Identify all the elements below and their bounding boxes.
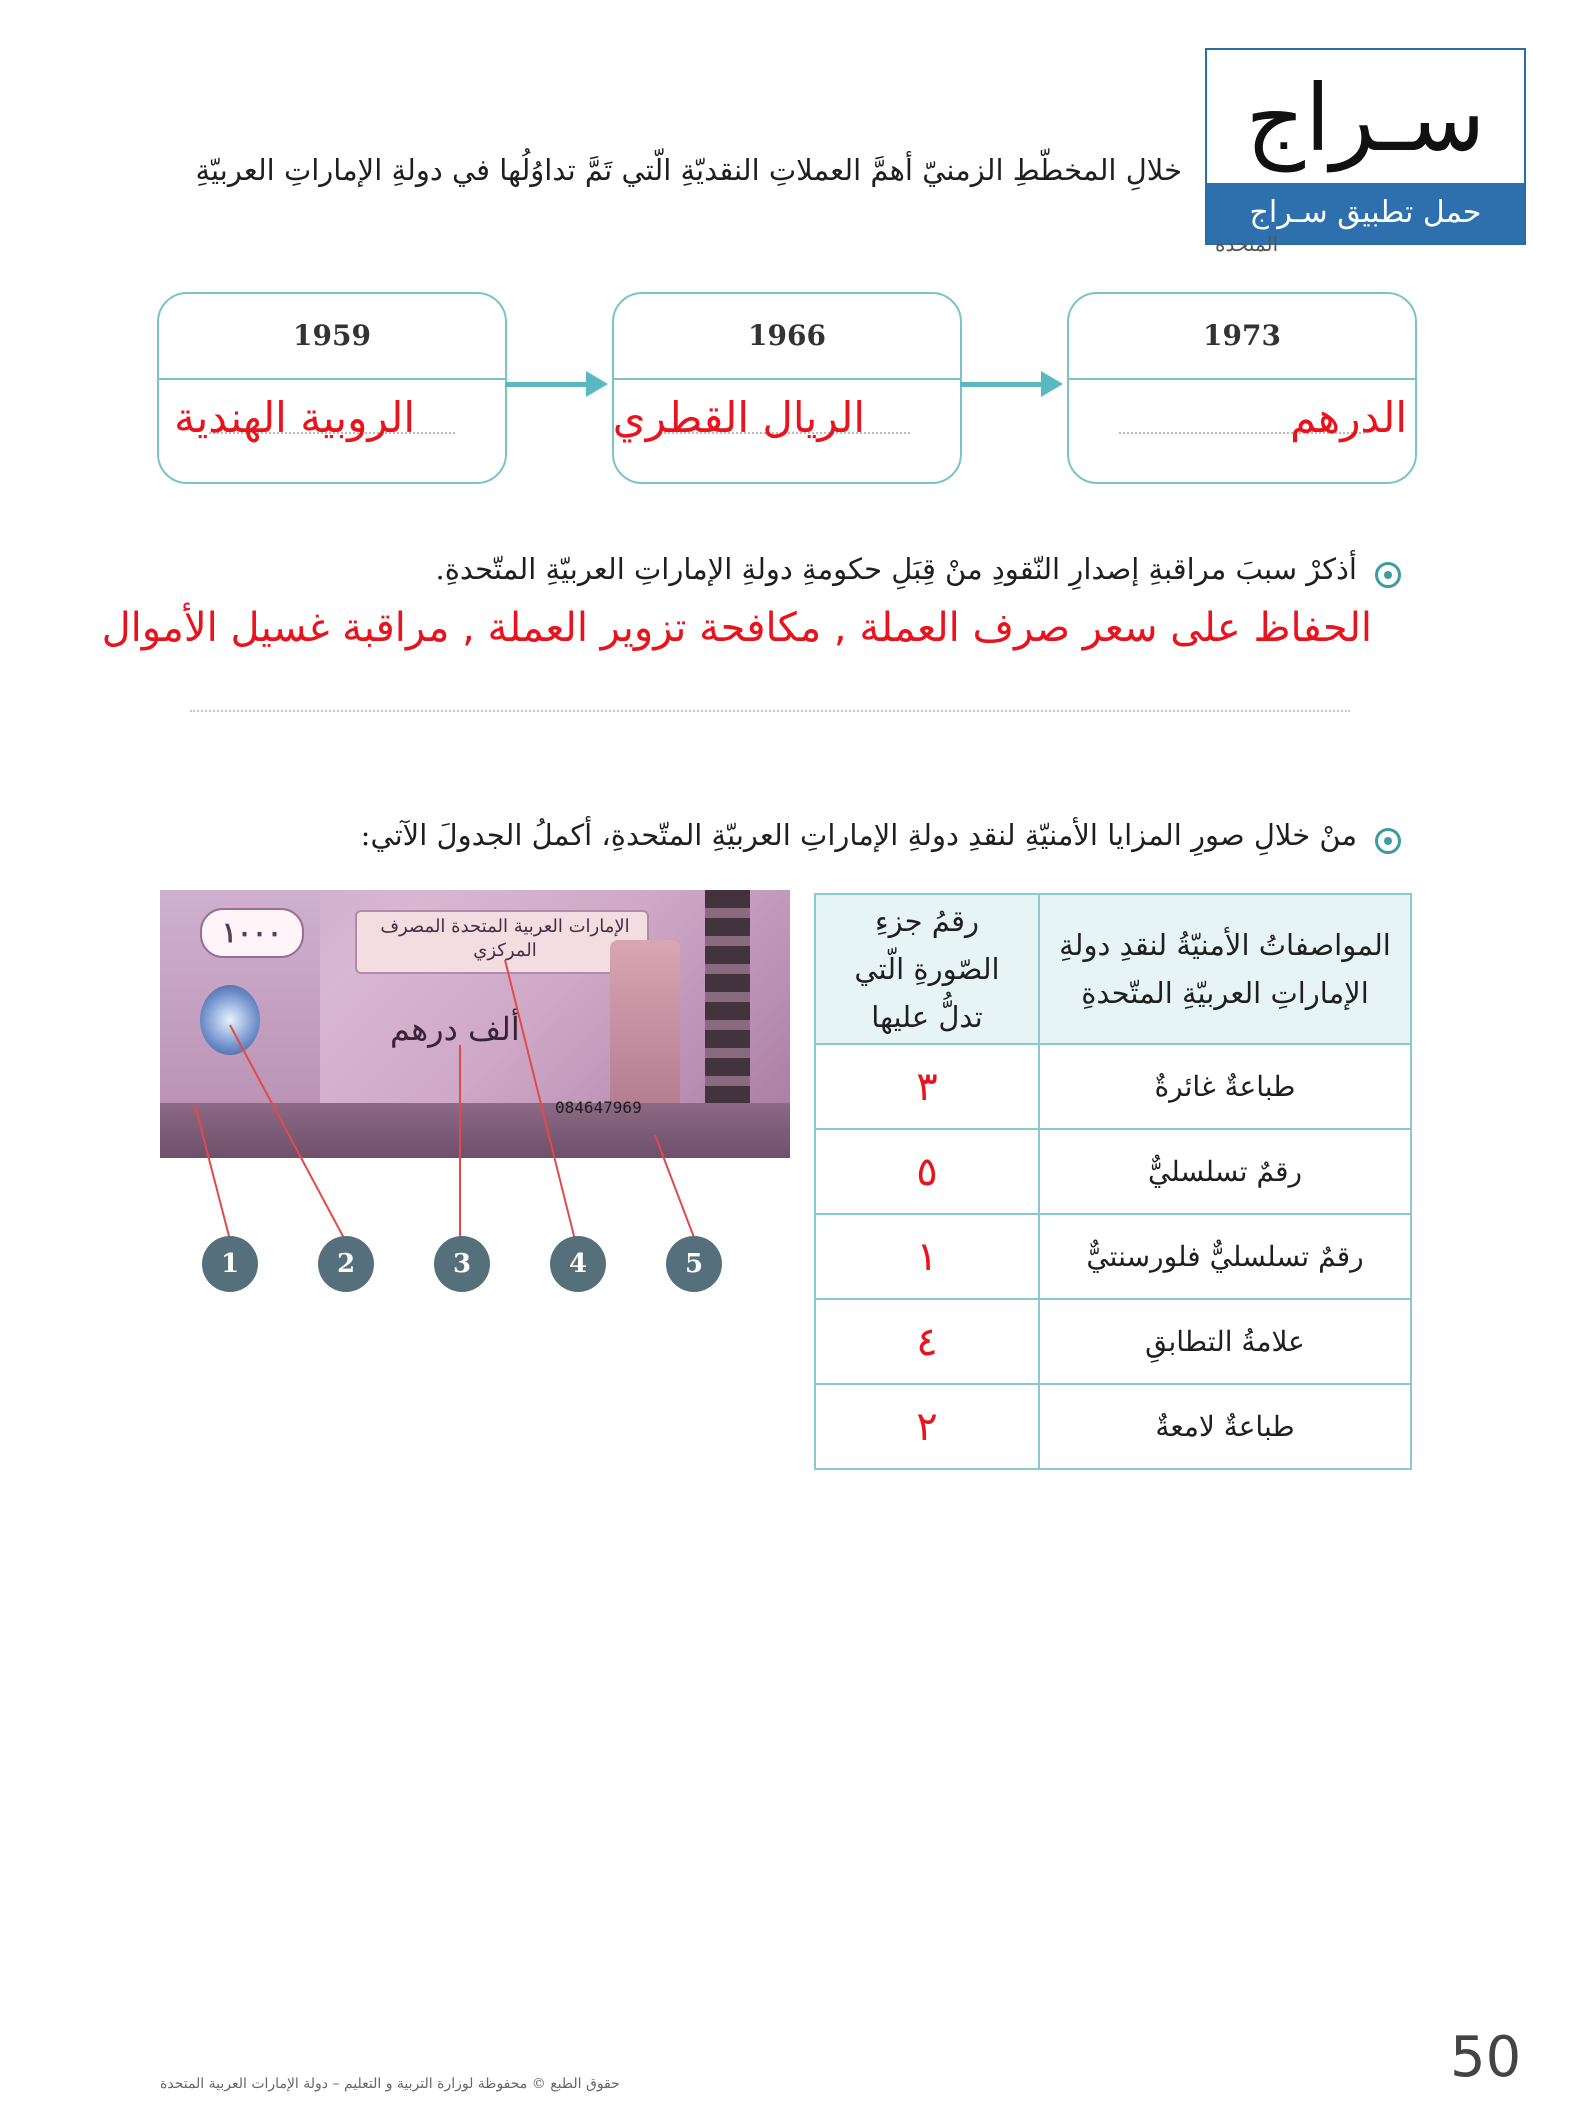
copyright-note: حقوق الطبع © محفوظة لوزارة التربية و التعليم – دولة الإمارات العربية المتحدة bbox=[160, 2076, 620, 2092]
callout-line-1 bbox=[195, 1105, 230, 1240]
timeline-card-1973 bbox=[1067, 292, 1417, 484]
part-number-cell[interactable]: ٢ bbox=[815, 1384, 1039, 1469]
table-header-row bbox=[815, 894, 1411, 1044]
table-row bbox=[815, 1044, 1411, 1129]
timeline-instruction: خلالِ المخطّطِ الزمنيّ أهمَّ العملاتِ النقديّةِ الّتي تَمَّ تداوُلُها في دولةِ الإماراتِ العربيّةِ bbox=[195, 153, 1182, 187]
callout-lines bbox=[150, 900, 830, 1270]
question-2: منْ خلالِ صورِ المزايا الأمنيّةِ لنقدِ دولةِ الإماراتِ العربيّةِ المتّحدةِ، أكملُ الجدولَ الآتي: bbox=[360, 818, 1357, 852]
callout-line-4 bbox=[505, 960, 575, 1240]
part-number-cell[interactable]: ٣ bbox=[815, 1044, 1039, 1129]
timeline-arrow-head bbox=[1041, 371, 1063, 397]
timeline-answer: الريال القطري bbox=[612, 393, 865, 442]
banknote-bank-name: الإمارات العربية المتحدة المصرف المركزي bbox=[380, 916, 630, 961]
table-row bbox=[815, 1384, 1411, 1469]
page-number: 50 bbox=[1450, 2025, 1522, 2090]
feature-cell: طباعةٌ لامعةٌ bbox=[1039, 1384, 1411, 1469]
timeline-instruction-tail: المتحدة bbox=[1215, 232, 1279, 256]
banknote-serial: 084647969 bbox=[555, 1098, 642, 1117]
feature-cell: طباعةٌ غائرةٌ bbox=[1039, 1044, 1411, 1129]
timeline-arrow-line bbox=[960, 382, 1042, 387]
banknote-value: ١٠٠٠ bbox=[200, 908, 304, 958]
answer-dotted-line bbox=[190, 710, 1350, 712]
security-features-table bbox=[814, 893, 1412, 1470]
table-row bbox=[815, 1129, 1411, 1214]
question-1: أذكرْ سببَ مراقبةِ إصدارِ النّقودِ منْ قِبَلِ حكومةِ دولةِ الإماراتِ العربيّةِ المتّحدةِ. bbox=[435, 552, 1357, 586]
timeline-answer-field[interactable] bbox=[1069, 378, 1415, 480]
header-feature: المواصفاتُ الأمنيّةُ لنقدِ دولةِ الإماراتِ العربيّةِ المتّحدةِ bbox=[1039, 894, 1411, 1044]
timeline-answer: الدرهم bbox=[1290, 393, 1407, 442]
sirraj-logo[interactable] bbox=[1205, 48, 1526, 245]
timeline-card-1966 bbox=[612, 292, 962, 484]
part-number-cell[interactable]: ٥ bbox=[815, 1129, 1039, 1214]
feature-cell: رقمٌ تسلسليٌّ فلورسنتيٌّ bbox=[1039, 1214, 1411, 1299]
logo-tagline: حمل تطبيق سـراج bbox=[1207, 183, 1524, 243]
logo-wordmark: سـراج bbox=[1245, 65, 1486, 172]
callout-number-5: 5 bbox=[666, 1236, 722, 1292]
timeline-answer: الروبية الهندية bbox=[174, 393, 415, 442]
timeline-year: 1966 bbox=[748, 319, 826, 352]
question-bullet-icon bbox=[1375, 562, 1401, 588]
timeline-answer-field[interactable] bbox=[159, 378, 505, 480]
feature-cell: علامةُ التطابقِ bbox=[1039, 1299, 1411, 1384]
question-1-answer[interactable]: الحفاظ على سعر صرف العملة , مكافحة تزوير العملة , مراقبة غسيل الأموال bbox=[101, 605, 1372, 651]
timeline-year: 1959 bbox=[293, 319, 371, 352]
timeline-arrow-head bbox=[586, 371, 608, 397]
banknote-denomination-word: ألف درهم bbox=[390, 1010, 520, 1048]
header-part-number: رقمُ جزءِ الصّورةِ الّتي تدلُّ عليها bbox=[815, 894, 1039, 1044]
callout-number-3: 3 bbox=[434, 1236, 490, 1292]
timeline-year: 1973 bbox=[1203, 319, 1281, 352]
callout-number-1: 1 bbox=[202, 1236, 258, 1292]
callout-number-4: 4 bbox=[550, 1236, 606, 1292]
callout-line-2 bbox=[230, 1025, 345, 1240]
feature-cell: رقمٌ تسلسليٌّ bbox=[1039, 1129, 1411, 1214]
callout-number-2: 2 bbox=[318, 1236, 374, 1292]
part-number-cell[interactable]: ١ bbox=[815, 1214, 1039, 1299]
table-row bbox=[815, 1214, 1411, 1299]
timeline-arrow-line bbox=[505, 382, 587, 387]
question-bullet-icon bbox=[1375, 828, 1401, 854]
timeline-card-1959 bbox=[157, 292, 507, 484]
callout-line-5 bbox=[655, 1135, 695, 1240]
part-number-cell[interactable]: ٤ bbox=[815, 1299, 1039, 1384]
table-row bbox=[815, 1299, 1411, 1384]
timeline-answer-field[interactable] bbox=[614, 378, 960, 480]
